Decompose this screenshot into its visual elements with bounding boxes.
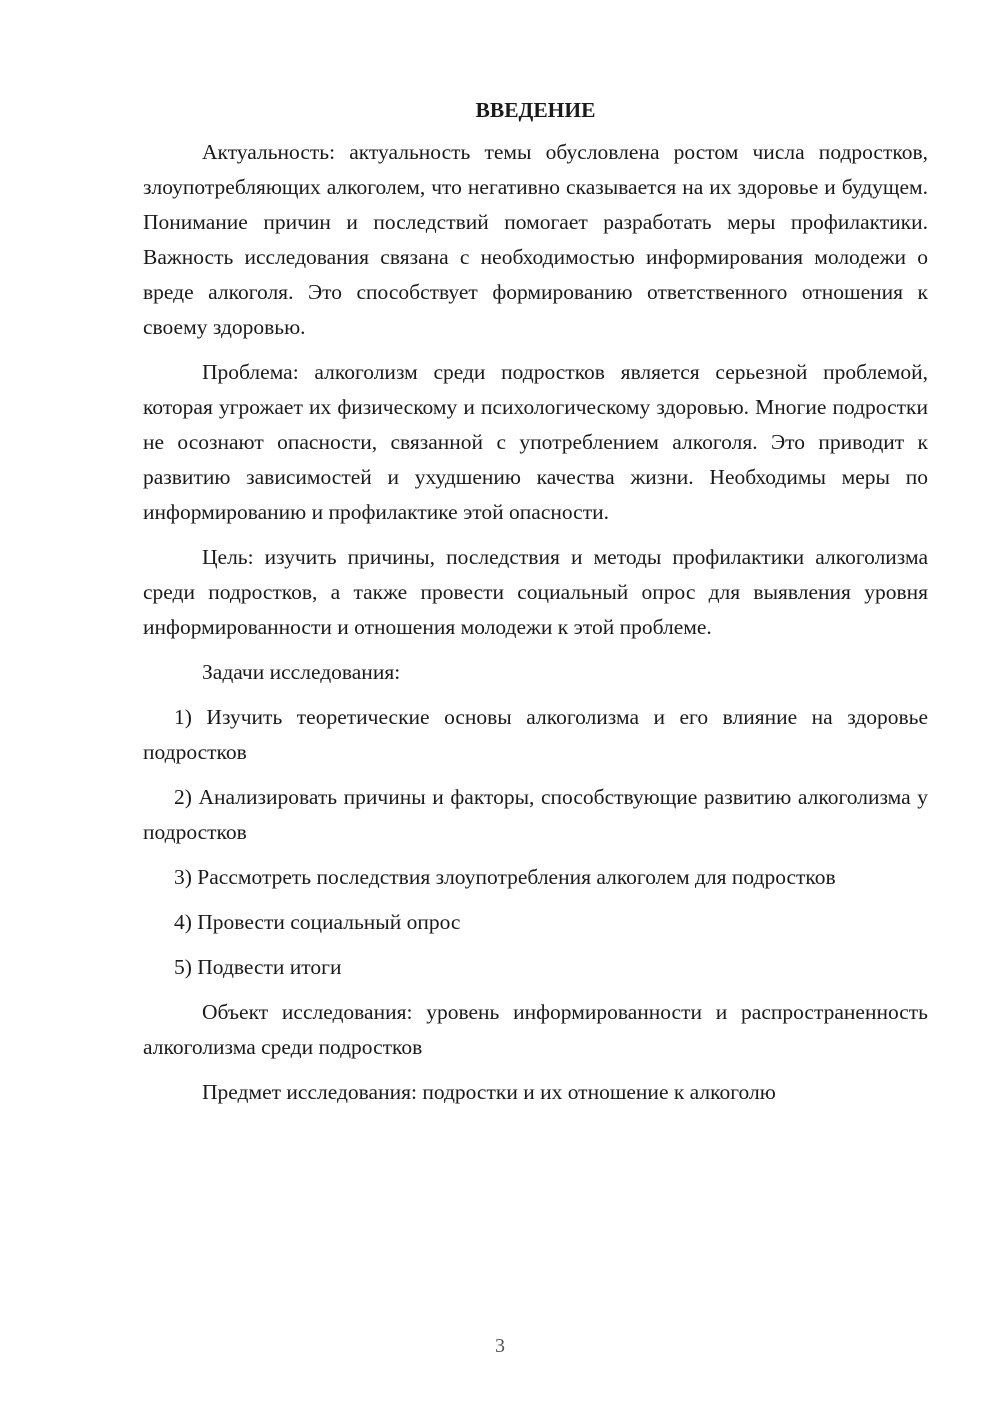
- paragraph-object: Объект исследования: уровень информированности и распространенность алкоголизма среди подростков: [143, 1000, 928, 1059]
- task-item-3: 3) Рассмотреть последствия злоупотребления алкоголем для подростков: [174, 865, 836, 889]
- task-item-2: 2) Анализировать причины и факторы, способствующие развитию алкоголизма у подростков: [143, 785, 928, 844]
- paragraph-goal: Цель: изучить причины, последствия и методы профилактики алкоголизма среди подростков, а также провести социальный опрос для выявления уровня информированности и отношения молодежи к этой проблеме.: [143, 545, 928, 639]
- paragraph-subject: Предмет исследования: подростки и их отношение к алкоголю: [202, 1080, 776, 1104]
- document-page: [143, 92, 928, 1120]
- section-title: ВВЕДЕНИЕ: [475, 98, 596, 122]
- paragraph-relevance: Актуальность: актуальность темы обусловлена ростом числа подростков, злоупотребляющих алкоголем, что негативно сказывается на их здоровье и будущем. Понимание причин и последствий помогает разработать меры профилактики. Важность исследования связана с необходимостью информирования молодежи о вреде алкоголя. Это способствует формированию ответственного отношения к своему здоровью.: [143, 140, 928, 339]
- task-item-4: 4) Провести социальный опрос: [174, 910, 461, 934]
- task-item-1: 1) Изучить теоретические основы алкоголизма и его влияние на здоровье подростков: [143, 705, 928, 764]
- task-item-5: 5) Подвести итоги: [174, 955, 342, 979]
- paragraph-problem: Проблема: алкоголизм среди подростков является серьезной проблемой, которая угрожает их физическому и психологическому здоровью. Многие подростки не осознают опасности, связанной с употреблением алкоголя. Это приводит к развитию зависимостей и ухудшению качества жизни. Необходимы меры по информированию и профилактике этой опасности.: [143, 360, 928, 524]
- tasks-heading: Задачи исследования:: [202, 660, 401, 684]
- page-number: 3: [495, 1335, 505, 1357]
